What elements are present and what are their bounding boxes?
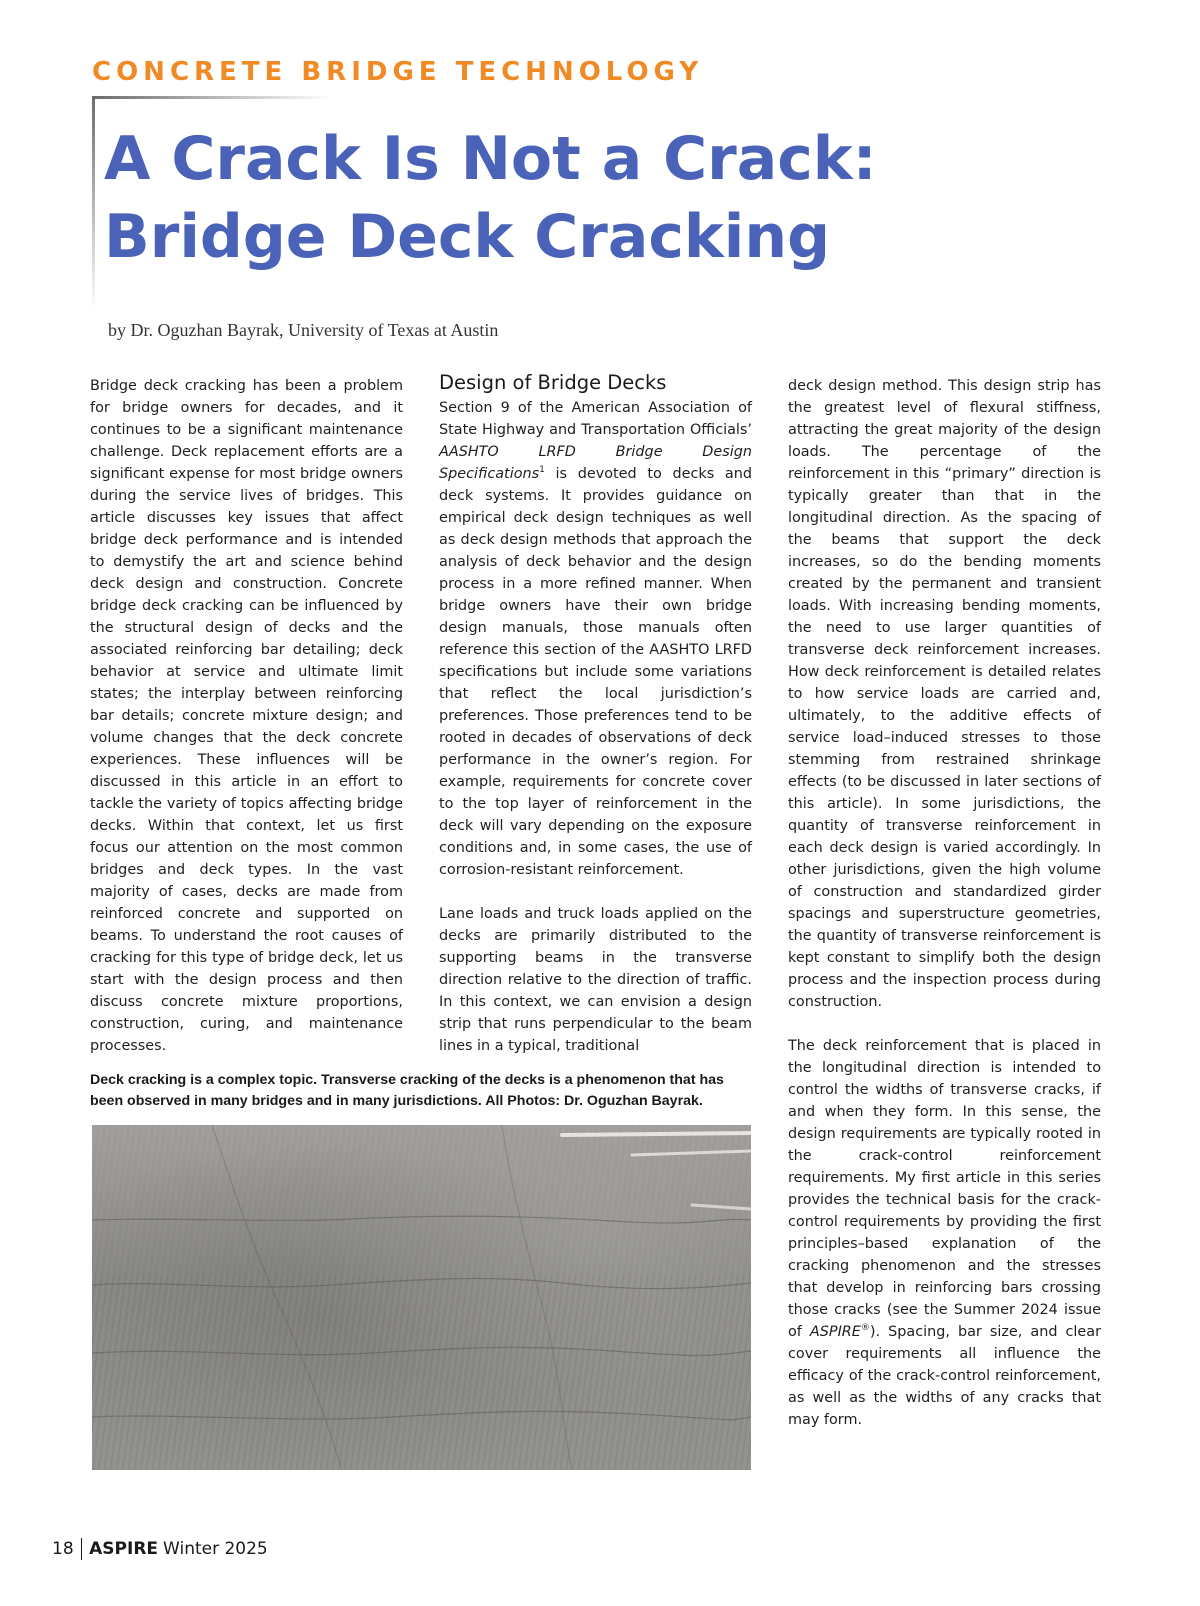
body-paragraph: deck design method. This design strip has the greatest level of flexural stiffness, attracting the great majority of the design loads. The percentage of the reinforcement in this “primary” direction is typically greater than that in the longitudinal direction. As the spacing of the beams that support the deck increases, so do the bending moments created by the permanent and transient loads. With increasing bending moments, the need to use larger quantities of transverse deck reinforcement increases. How deck reinforcement is detailed relates to how service loads are carried and, ultimately, to the additive effects of service load–induced stresses to those stemming from restrained shrinkage effects (to be discussed in later sections of this article). In some jurisdictions, the quantity of transverse reinforcement in each deck design is varied accordingly. In other jurisdictions, given the high volume of construction and standardized girder spacings and superstructure geometries, the quantity of transverse reinforcement is kept constant to simplify both the design process and the inspection process during construction.	[788, 378, 1101, 1010]
registered-mark: ®	[860, 1323, 870, 1334]
article-title-line1: A Crack Is Not a Crack:	[104, 124, 877, 194]
body-text: The deck reinforcement that is placed in the longitudinal direction is intended to control the widths of transverse cracks, if and when they form. In this sense, the design requirements are typically rooted in the crack-control reinforcement requirements. My first article in this series provides the technical basis for the crack-control requirements by providing the first principles–based explanation of the cracking phenomenon and the stresses that develop in reinforcing bars crossing those cracks (see the Summer 2024 issue of	[788, 1038, 1101, 1340]
body-paragraph	[788, 1035, 1101, 1431]
footnote-ref: 1	[539, 465, 545, 476]
body-text: ). Spacing, bar size, and clear cover requirements all influence the efficacy of the crack-control reinforcement, as well as the widths of any cracks that may form.	[788, 1324, 1101, 1428]
byline: by Dr. Oguzhan Bayrak, University of Texas at Austin	[108, 320, 499, 340]
title-rule-top	[92, 96, 332, 99]
article-title	[104, 120, 1104, 276]
article-title-line2: Bridge Deck Cracking	[104, 202, 831, 272]
body-text: Section 9 of the American Association of State Highway and Transportation Officials’	[439, 400, 752, 438]
page-footer	[52, 1538, 268, 1560]
body-paragraph: Bridge deck cracking has been a problem for bridge owners for decades, and it continues to be a significant maintenance challenge. Deck replacement efforts are a significant expense for most bridge owners during the service lives of bridges. This article discusses key issues that affect bridge deck performance and is intended to demystify the art and science behind deck design and construction. Concrete bridge deck cracking can be influenced by the structural design of decks and the associated reinforcing bar detailing; deck behavior at service and ultimate limit states; the interplay between reinforcing bar details; concrete mixture design; and volume changes that the deck concrete experiences. These influences will be discussed in this article in an effort to tackle the variety of topics affecting bridge decks. Within that context, let us first focus our attention on the most common bridges and deck types. In the vast majority of cases, decks are made from reinforced concrete and supported on beams. To understand the root causes of cracking for this type of bridge deck, let us start with the design process and then discuss concrete mixture proportions, construction, curing, and maintenance processes.	[90, 378, 403, 1054]
column-2	[439, 368, 752, 1057]
column-1	[90, 375, 403, 1057]
issue-label: Winter 2025	[163, 1539, 268, 1559]
footer-divider	[81, 1538, 83, 1560]
body-text: is devoted to decks and deck systems. It provides guidance on empirical deck design techniques as well as deck design methods that approach the analysis of deck behavior and the design process in a more refined manner. When bridge owners have their own bridge design manuals, those manuals often reference this section of the AASHTO LRFD specifications but include some variations that reflect the local jurisdiction’s preferences. Those preferences tend to be rooted in decades of observations of deck performance in the owner’s region. For example, requirements for concrete cover to the top layer of reinforcement in the deck will vary depending on the exposure conditions and, in some cases, the use of corrosion-resistant reinforcement.	[439, 466, 752, 878]
magazine-name: ASPIRE	[89, 1539, 159, 1559]
body-paragraph	[439, 397, 752, 881]
bridge-deck-photo	[92, 1125, 751, 1470]
body-paragraph: Lane loads and truck loads applied on the decks are primarily distributed to the supporting beams in the transverse direction relative to the direction of traffic. In this context, we can envision a design strip that runs perpendicular to the beam lines in a typical, traditional	[439, 906, 752, 1054]
magazine-name: ASPIRE	[809, 1324, 861, 1340]
column-3	[788, 375, 1101, 1431]
publication-title: AASHTO LRFD Bridge Design Specifications	[439, 444, 752, 482]
page-number: 18	[52, 1539, 74, 1559]
section-heading: Design of Bridge Decks	[439, 371, 667, 394]
section-kicker: CONCRETE BRIDGE TECHNOLOGY	[92, 57, 704, 87]
title-rule-left	[92, 96, 95, 310]
figure-caption: Deck cracking is a complex topic. Transverse cracking of the decks is a phenomenon that has been observed in many bridges and in many jurisdictions. All Photos: Dr. Oguzhan Bayrak.	[90, 1072, 724, 1109]
